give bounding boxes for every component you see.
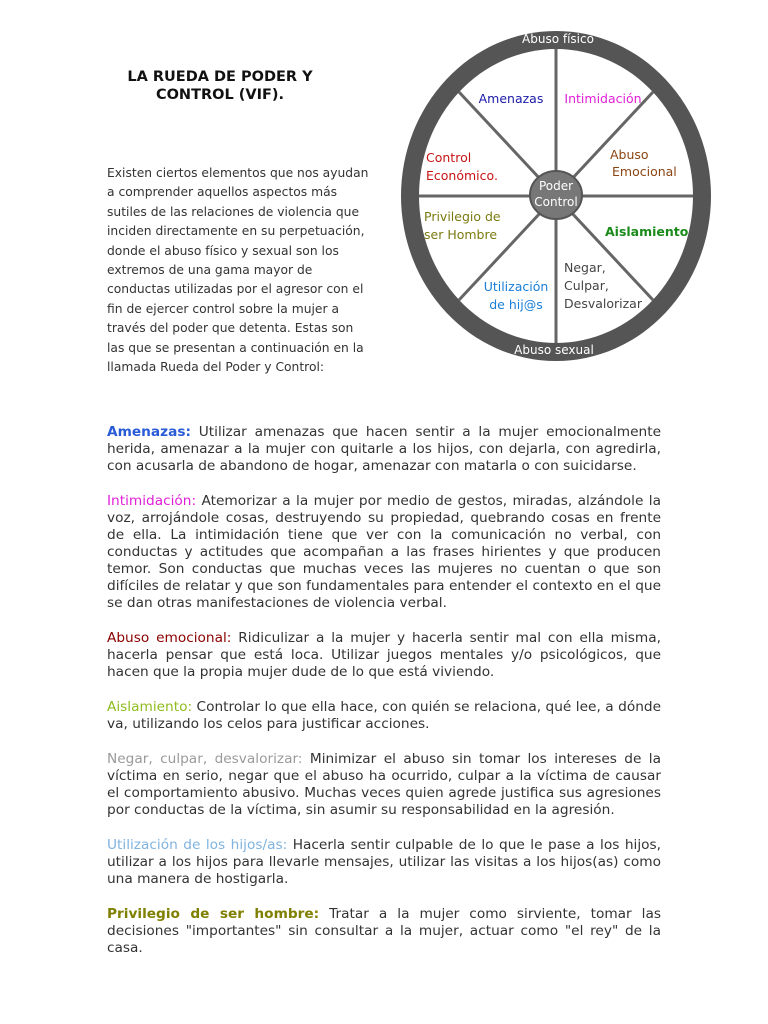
power-control-wheel — [398, 24, 718, 364]
definition-text: Atemorizar a la mujer por medio de gestos, miradas, alzándole la voz, arrojándole cosas, destruyendo su propiedad, quebrando cosas en frente de ella. La intimidación tiene que ver con la comunicación no verbal, con conductas y actitudes que acompañan a las frases hirientes y que producen temor. Son conductas que muchas veces las mujeres no cuentan o que son difíciles de relatar y que son fundamentales para entender el contexto en el que se dan otras manifestaciones de violencia verbal. — [107, 493, 661, 611]
segment-abuso-line-1: Abuso — [610, 147, 649, 162]
intro-line: las que se presentan a continuación en la — [107, 340, 364, 355]
segment-abuso-line-2: Emocional — [612, 164, 677, 179]
segment-negar-line-1: Negar, — [564, 260, 606, 275]
segment-aislamiento: Aislamiento — [605, 224, 689, 239]
term-utilizacion: Utilización de los hijos/as: — [107, 837, 288, 853]
intro-line: conductas utilizadas por el agresor con el — [107, 282, 364, 297]
title-line-2: CONTROL (VIF). — [155, 87, 285, 103]
rim-label-bottom: Abuso sexual — [514, 343, 594, 357]
intro-line: través del poder que detenta. Estas son — [107, 321, 354, 336]
intro-line: llamada Rueda del Poder y Control: — [107, 360, 325, 375]
segment-control-line-1: Control — [426, 150, 472, 165]
segment-negar-line-3: Desvalorizar — [564, 296, 642, 311]
definitions-list — [107, 424, 661, 975]
intro-line: fin de ejercer control sobre la mujer a — [107, 301, 339, 316]
term-abuso-emocional: Abuso emocional: — [107, 630, 232, 646]
intro-line: donde el abuso físico y sexual son los — [107, 243, 339, 258]
definition-utilizacion — [107, 837, 661, 888]
definition-intimidacion — [107, 493, 661, 612]
page-title — [120, 68, 320, 104]
definition-text: Minimizar el abuso sin tomar los intereses de la víctima en serio, negar que el abuso ha ocurrido, culpar a la víctima de causar el comportamiento abusivo. Muchas veces quien agrede justifica sus agresiones por conductas de la víctima, sin asumir su responsabilidad en la agresión. — [107, 751, 661, 818]
definition-text: Hacerla sentir culpable de lo que le pase a los hijos, utilizar a los hijos para llevarle mensajes, utilizar las visitas a los hijos(as) como una manera de hostigarla. — [107, 837, 661, 887]
segment-negar-line-2: Culpar, — [564, 278, 609, 293]
term-privilegio: Privilegio de ser hombre: — [107, 906, 320, 922]
hub-label-line-2: Control — [534, 195, 578, 209]
intro-line: extremos de una gama mayor de — [107, 263, 313, 278]
term-aislamiento: Aislamiento: — [107, 699, 193, 715]
segment-utilizacion-line-1: Utilización — [483, 279, 549, 294]
intro-line: inciden directamente en su perpetuación, — [107, 224, 365, 239]
segment-utilizacion-line-2: de hij@s — [489, 297, 543, 312]
segment-intimidacion: Intimidación — [564, 91, 642, 106]
definition-negar — [107, 751, 661, 819]
definition-privilegio — [107, 906, 661, 957]
definition-amenazas — [107, 424, 661, 475]
definition-abuso-emocional — [107, 630, 661, 681]
segment-amenazas: Amenazas — [478, 91, 544, 106]
intro-paragraph — [107, 164, 378, 377]
segment-privilegio-line-1: Privilegio de — [424, 209, 501, 224]
segment-privilegio-line-2: ser Hombre — [424, 227, 498, 242]
intro-line: a comprender aquellos aspectos más — [107, 185, 338, 200]
term-amenazas: Amenazas: — [107, 424, 191, 440]
hub-label-line-1: Poder — [538, 179, 574, 193]
intro-line: Existen ciertos elementos que nos ayudan — [107, 166, 369, 180]
segment-control-line-2: Económico. — [426, 168, 498, 183]
title-line-1: LA RUEDA DE PODER Y — [127, 69, 313, 85]
definition-text: Ridiculizar a la mujer y hacerla sentir mal con ella misma, hacerla pensar que está loca. Utilizar juegos mentales y/o psicológicos, que hacen que la propia mujer dude de lo que está viviendo. — [107, 630, 661, 680]
term-intimidacion: Intimidación: — [107, 493, 197, 509]
definition-text: Tratar a la mujer como sirviente, tomar las decisiones "importantes" sin consultar a la mujer, actuar como "el rey" de la casa. — [107, 906, 661, 956]
intro-line: sutiles de las relaciones de violencia que — [107, 204, 360, 219]
rim-label-top: Abuso físico — [522, 32, 594, 46]
definition-aislamiento — [107, 699, 661, 733]
definition-text: Controlar lo que ella hace, con quién se relaciona, qué lee, a dónde va, utilizando los celos para justificar acciones. — [107, 699, 661, 732]
term-negar: Negar, culpar, desvalorizar: — [107, 751, 303, 767]
definition-text: Utilizar amenazas que hacen sentir a la mujer emocionalmente herida, amenazar a la mujer con quitarle a los hijos, con dejarla, con agredirla, con acusarla de abandono de hogar, amenazar con matarla o con suicidarse. — [107, 424, 661, 474]
